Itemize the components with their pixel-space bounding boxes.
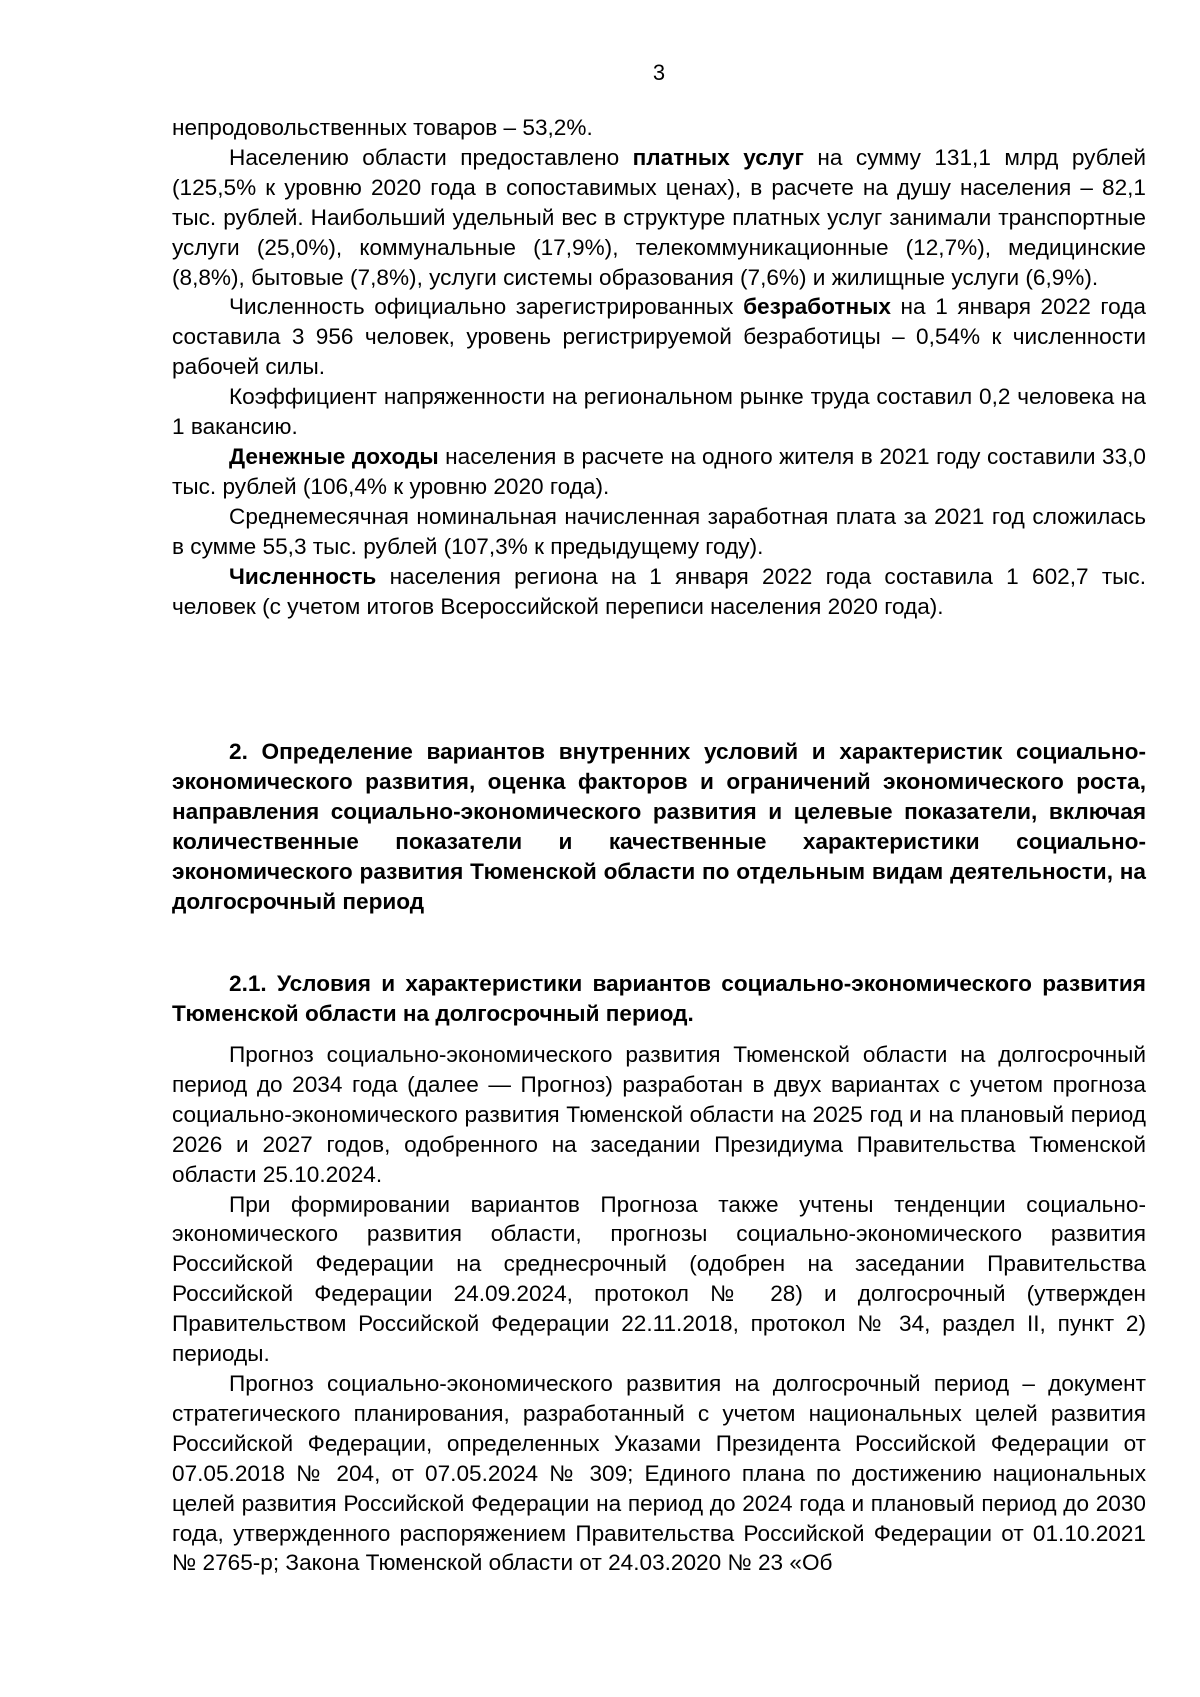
economic-summary — [172, 113, 1146, 621]
subsection-heading: 2.1. Условия и характеристики вариантов социально-экономического развития Тюменской области на долгосрочный период. — [172, 971, 1146, 1026]
unemployed-term: безработных — [743, 294, 891, 320]
paragraph-nonfood-goods: непродовольственных товаров – 53,2%. — [172, 115, 593, 140]
unemployed-text: на 1 января 2022 года составила 3 956 человек, уровень регистрируемой безработицы – 0,54% к численности рабочей силы. — [172, 294, 1146, 380]
paragraph-wages: Среднемесячная номинальная начисленная заработная плата за 2021 год сложилась в сумме 55,3 тыс. рублей (107,3% к предыдущему году). — [172, 503, 1146, 559]
income-term: Денежные доходы — [229, 443, 439, 469]
paragraph-income — [172, 442, 1146, 502]
paragraph-paid-services — [172, 143, 1146, 293]
paid-services-lead: Населению области предоставлено — [229, 144, 633, 170]
income-text: населения в расчете на одного жителя в 2021 году составили 33,0 тыс. рублей (106,4% к уровню 2020 года). — [172, 443, 1146, 499]
paragraph-forecast-variants: При формировании вариантов Прогноза также учтены тенденции социально-экономического развития области, прогнозы социально-экономического развития Российской Федерации на среднесрочный (одобрен на заседании Правительства Российской Федерации 24.09.2024, протокол № 28) и долгосрочный (утвержден Правительством Российской Федерации 22.11.2018, протокол № 34, раздел II, пункт 2) периоды. — [172, 1191, 1146, 1367]
population-term: Численность — [229, 563, 377, 589]
paragraph-forecast-document: Прогноз социально-экономического развития на долгосрочный период – документ стратегического планирования, разработанный с учетом национальных целей развития Российской Федерации, определенных Указами Президента Российской Федерации от 07.05.2018 № 204, от 07.05.2024 № 309; Единого плана по достижению национальных целей развития Российской Федерации на период до 2024 года и плановый период до 2030 года, утвержденного распоряжением Правительства Российской Федерации от 01.10.2021 № 2765-р; Закона Тюменской области от 24.03.2020 № 23 «Об — [172, 1370, 1146, 1576]
forecast-text — [172, 1040, 1146, 1578]
paid-services-text: на сумму 131,1 млрд рублей (125,5% к уровню 2020 года в сопоставимых ценах), в расчете на душу населения – 82,1 тыс. рублей. Наибольший удельный вес в структуре платных услуг занимали транспортные услуги (25,0%), коммунальные (17,9%), телекоммуникационные (12,7%), медицинские (8,8%), бытовые (7,8%), услуги системы образования (7,6%) и жилищные услуги (6,9%). — [172, 144, 1146, 290]
page-number: 3 — [652, 60, 666, 85]
section-heading: 2. Определение вариантов внутренних условий и характеристик социально-экономического развития, оценка факторов и ограничений экономического роста, направления социально-экономического развития и целевые показатели, включая количественные показатели и качественные характеристики социально-экономического развития Тюменской области по отдельным видам деятельности, на долгосрочный период — [172, 739, 1146, 914]
paid-services-term: платных услуг — [632, 144, 804, 170]
paragraph-labor-tension: Коэффициент напряженности на региональном рынке труда составил 0,2 человека на 1 вакансию. — [172, 384, 1146, 440]
unemployed-lead: Численность официально зарегистрированных — [229, 294, 744, 320]
paragraph-unemployed — [172, 292, 1146, 382]
population-text: населения региона на 1 января 2022 года составила 1 602,7 тыс. человек (с учетом итогов Всероссийской переписи населения 2020 года). — [172, 563, 1146, 619]
paragraph-population — [172, 562, 1146, 622]
paragraph-forecast-intro: Прогноз социально-экономического развития Тюменской области на долгосрочный период до 2034 года (далее — Прогноз) разработан в двух вариантах с учетом прогноза социально-экономического развития Тюменской области на 2025 год и на плановый период 2026 и 2027 годов, одобренного на заседании Президиума Правительства Тюменской области 25.10.2024. — [172, 1042, 1146, 1187]
